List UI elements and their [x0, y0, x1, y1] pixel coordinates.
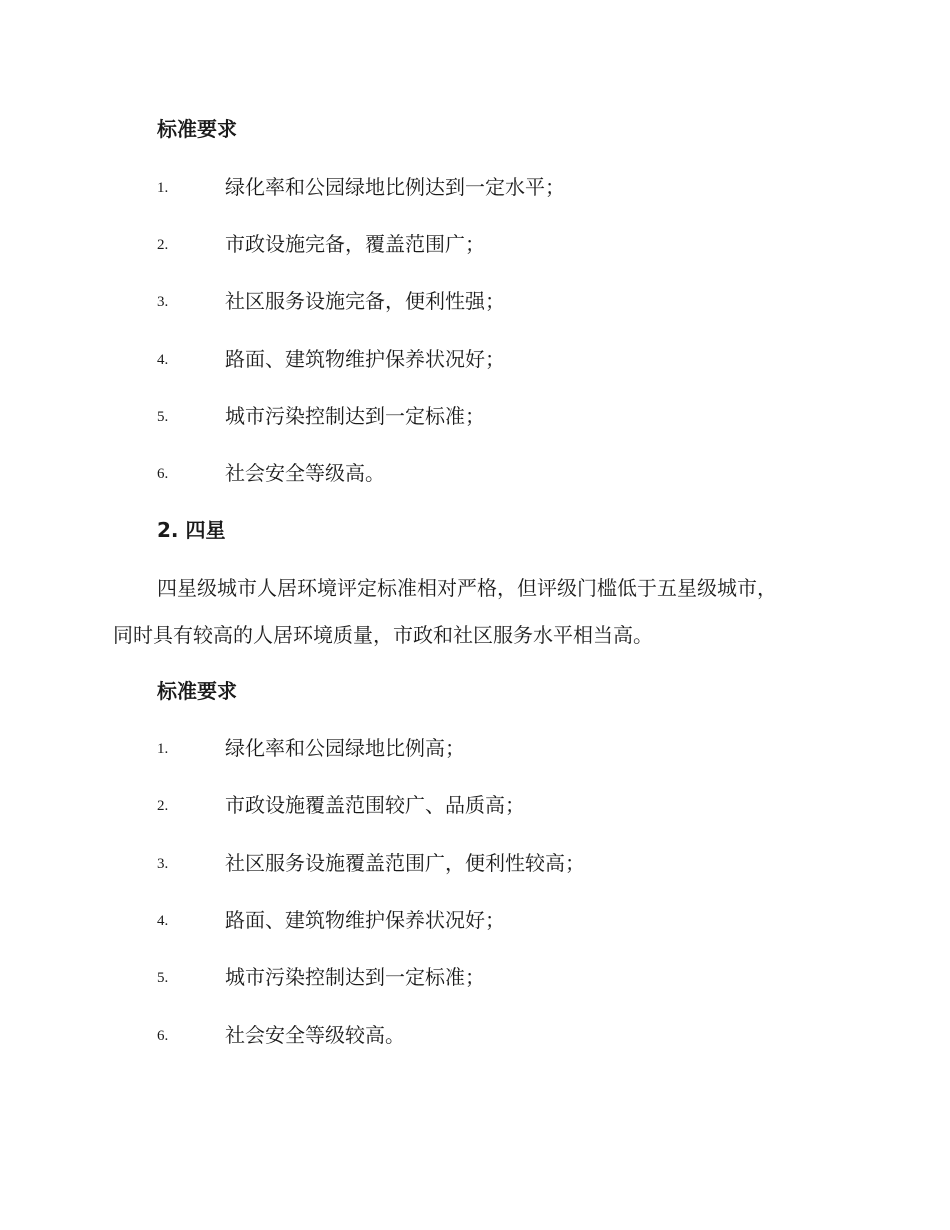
list-item-text: 绿化率和公园绿地比例高； [225, 736, 465, 760]
list-item-number: 3. [157, 294, 169, 310]
list-item-number: 6. [157, 466, 169, 482]
list-item-number: 5. [157, 409, 169, 425]
list-item-number: 4. [157, 913, 169, 929]
list-item-number: 2. [157, 798, 169, 814]
list-item-text: 城市污染控制达到一定标准； [225, 404, 485, 428]
list-item-number: 1. [157, 180, 169, 196]
list-item-number: 4. [157, 352, 169, 368]
list-item-text: 城市污染控制达到一定标准； [225, 965, 485, 989]
list-item-text: 社区服务设施完备，便利性强； [225, 289, 505, 313]
section1-subheading: 标准要求 [157, 117, 237, 141]
list-item-number: 6. [157, 1028, 169, 1044]
list-item-number: 5. [157, 970, 169, 986]
section2-paragraph-line-2: 同时具有较高的人居环境质量，市政和社区服务水平相当高。 [113, 623, 653, 647]
list-item-number: 1. [157, 741, 169, 757]
section2-heading: 2. 四星 [157, 518, 226, 542]
list-item-number: 3. [157, 856, 169, 872]
list-item-number: 2. [157, 237, 169, 253]
list-item-text: 市政设施覆盖范围较广、品质高； [225, 793, 525, 817]
list-item-text: 社区服务设施覆盖范围广，便利性较高； [225, 851, 585, 875]
list-item-text: 社会安全等级高。 [225, 461, 385, 485]
list-item-text: 路面、建筑物维护保养状况好； [225, 347, 505, 371]
section2-subheading: 标准要求 [157, 679, 237, 703]
list-item-text: 社会安全等级较高。 [225, 1023, 405, 1047]
section2-paragraph-line-1: 四星级城市人居环境评定标准相对严格，但评级门槛低于五星级城市， [157, 576, 777, 600]
list-item-text: 市政设施完备，覆盖范围广； [225, 232, 485, 256]
list-item-text: 绿化率和公园绿地比例达到一定水平； [225, 175, 565, 199]
list-item-text: 路面、建筑物维护保养状况好； [225, 908, 505, 932]
